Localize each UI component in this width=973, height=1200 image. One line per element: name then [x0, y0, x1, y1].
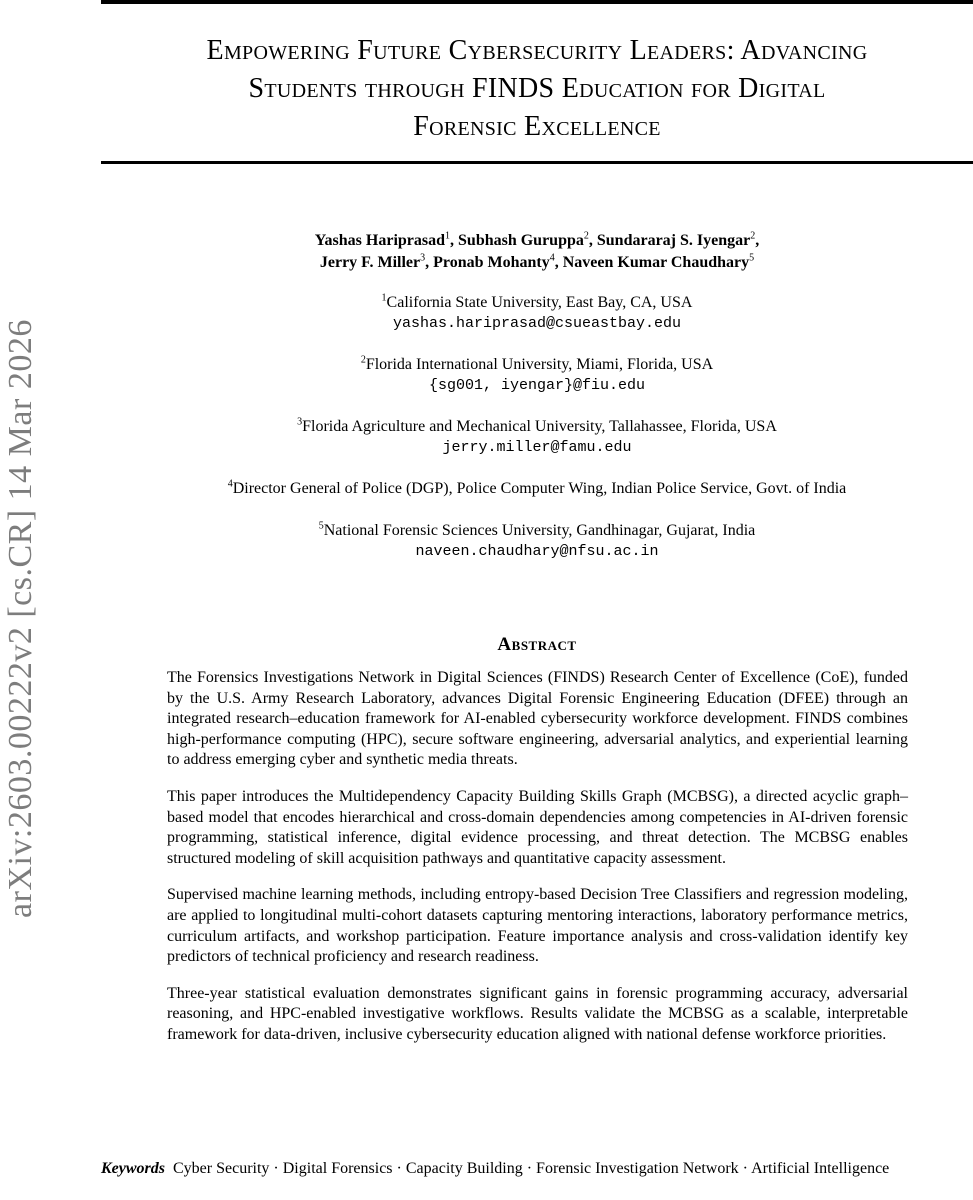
affiliation-text: California State University, East Bay, CA, USA — [386, 294, 693, 311]
affiliation-number: 3 — [297, 416, 303, 428]
abstract-paragraph: Three-year statistical evaluation demonstrates significant gains in forensic programming accuracy, adversarial reasoning, and HPC-enabled investigative workflows. Results validate the MCBSG as a scalable, interpretable framework for data-driven, inclusive cybersecurity education aligned with national defense workforce priorities. — [167, 984, 908, 1043]
author-name: Jerry F. Miller — [319, 254, 421, 271]
affiliation-text: Florida International University, Miami, Florida, USA — [365, 356, 714, 373]
title-line-2: Students through FINDS Education for Digital — [248, 73, 826, 104]
abstract-heading: Abstract — [497, 634, 577, 655]
abstract-paragraph: The Forensics Investigations Network in Digital Sciences (FINDS) Research Center of Excellence (CoE), funded by the U.S. Army Research Laboratory, advances Digital Forensic Engineering Education (DFEE) through an integrated research–education framework for AI-enabled cybersecurity workforce development. FINDS combines high-performance computing (HPC), secure software engineering, adversarial analytics, and experiential learning to address emerging cyber and synthetic media threats. — [167, 669, 908, 769]
author-name: Naveen Kumar Chaudhary — [562, 254, 750, 271]
arxiv-identifier: arXiv:2603.00222v2 [cs.CR] 14 Mar 2026 — [2, 319, 39, 918]
affiliation-email[interactable]: {sg001, iyengar}@fiu.edu — [428, 377, 646, 394]
abstract-paragraph: This paper introduces the Multidependency Capacity Building Skills Graph (MCBSG), a directed acyclic graph–based model that encodes hierarchical and cross-domain dependencies among competencies in AI-driven forensic programming, statistical inference, digital evidence processing, and threat detection. The MCBSG enables structured modeling of skill acquisition pathways and quantitative capacity assessment. — [167, 787, 908, 867]
title-line-1: Empowering Future Cybersecurity Leaders: Advancing — [206, 35, 868, 66]
affiliation-email[interactable]: yashas.hariprasad@csueastbay.edu — [392, 315, 682, 332]
author-name: Yashas Hariprasad — [314, 232, 446, 249]
affiliation-email[interactable]: naveen.chaudhary@nfsu.ac.in — [415, 543, 659, 560]
affiliation-number: 1 — [381, 292, 387, 304]
affiliation-3 — [101, 416, 973, 458]
affiliation-text: National Forensic Sciences University, Gandhinagar, Gujarat, India — [323, 522, 756, 539]
author-affiliation-mark: 2 — [583, 230, 589, 242]
bottom-rule — [101, 161, 973, 164]
author-affiliation-mark: 2 — [750, 230, 756, 242]
keywords-section — [101, 1158, 963, 1179]
author-affiliation-mark: 4 — [549, 252, 555, 264]
affiliation-number: 5 — [318, 520, 324, 532]
author-name: Subhash Guruppa — [458, 232, 584, 249]
affiliation-text: Florida Agriculture and Mechanical University, Tallahassee, Florida, USA — [302, 418, 777, 435]
affiliation-4 — [101, 478, 973, 499]
author-list — [101, 230, 973, 274]
paper-title — [101, 32, 973, 146]
abstract-paragraph: Supervised machine learning methods, including entropy-based Decision Tree Classifiers and regression modeling, are applied to longitudinal multi-cohort datasets capturing mentoring interactions, laboratory performance metrics, curriculum artifacts, and workshop participation. Feature importance analysis and cross-validation identify key predictors of technical proficiency and research readiness. — [167, 886, 908, 966]
author-line-1: Yashas Hariprasad$^1$, Subhash Guruppa$^2$, Sundararaj S. Iyengar$^2$, — [314, 230, 760, 249]
affiliation-text: Director General of Police (DGP), Police Computer Wing, Indian Police Service, Govt. of India — [232, 480, 847, 497]
author-affiliation-mark: 5 — [749, 252, 755, 264]
top-rule — [101, 0, 973, 4]
title-line-3: Forensic Excellence — [413, 111, 661, 142]
affiliation-email[interactable]: jerry.miller@famu.edu — [442, 439, 632, 456]
author-line-2: Jerry F. Miller$^3$, Pronab Mohanty$^4$, Naveen Kumar Chaudhary$^5$ — [319, 252, 755, 271]
keywords-label: Keywords — [101, 1160, 165, 1177]
affiliation-number: 2 — [360, 354, 366, 366]
abstract-body — [167, 668, 908, 1062]
affiliation-1 — [101, 292, 973, 334]
keywords-text: Cyber Security · Digital Forensics · Capacity Building · Forensic Investigation Network · Artificial Intelligence — [173, 1160, 890, 1177]
affiliation-2 — [101, 354, 973, 396]
author-affiliation-mark: 3 — [420, 252, 426, 264]
author-affiliation-mark: 1 — [445, 230, 451, 242]
affiliation-number: 4 — [227, 478, 233, 490]
affiliation-5 — [101, 520, 973, 562]
author-name: Sundararaj S. Iyengar — [596, 232, 751, 249]
author-name: Pronab Mohanty — [433, 254, 550, 271]
